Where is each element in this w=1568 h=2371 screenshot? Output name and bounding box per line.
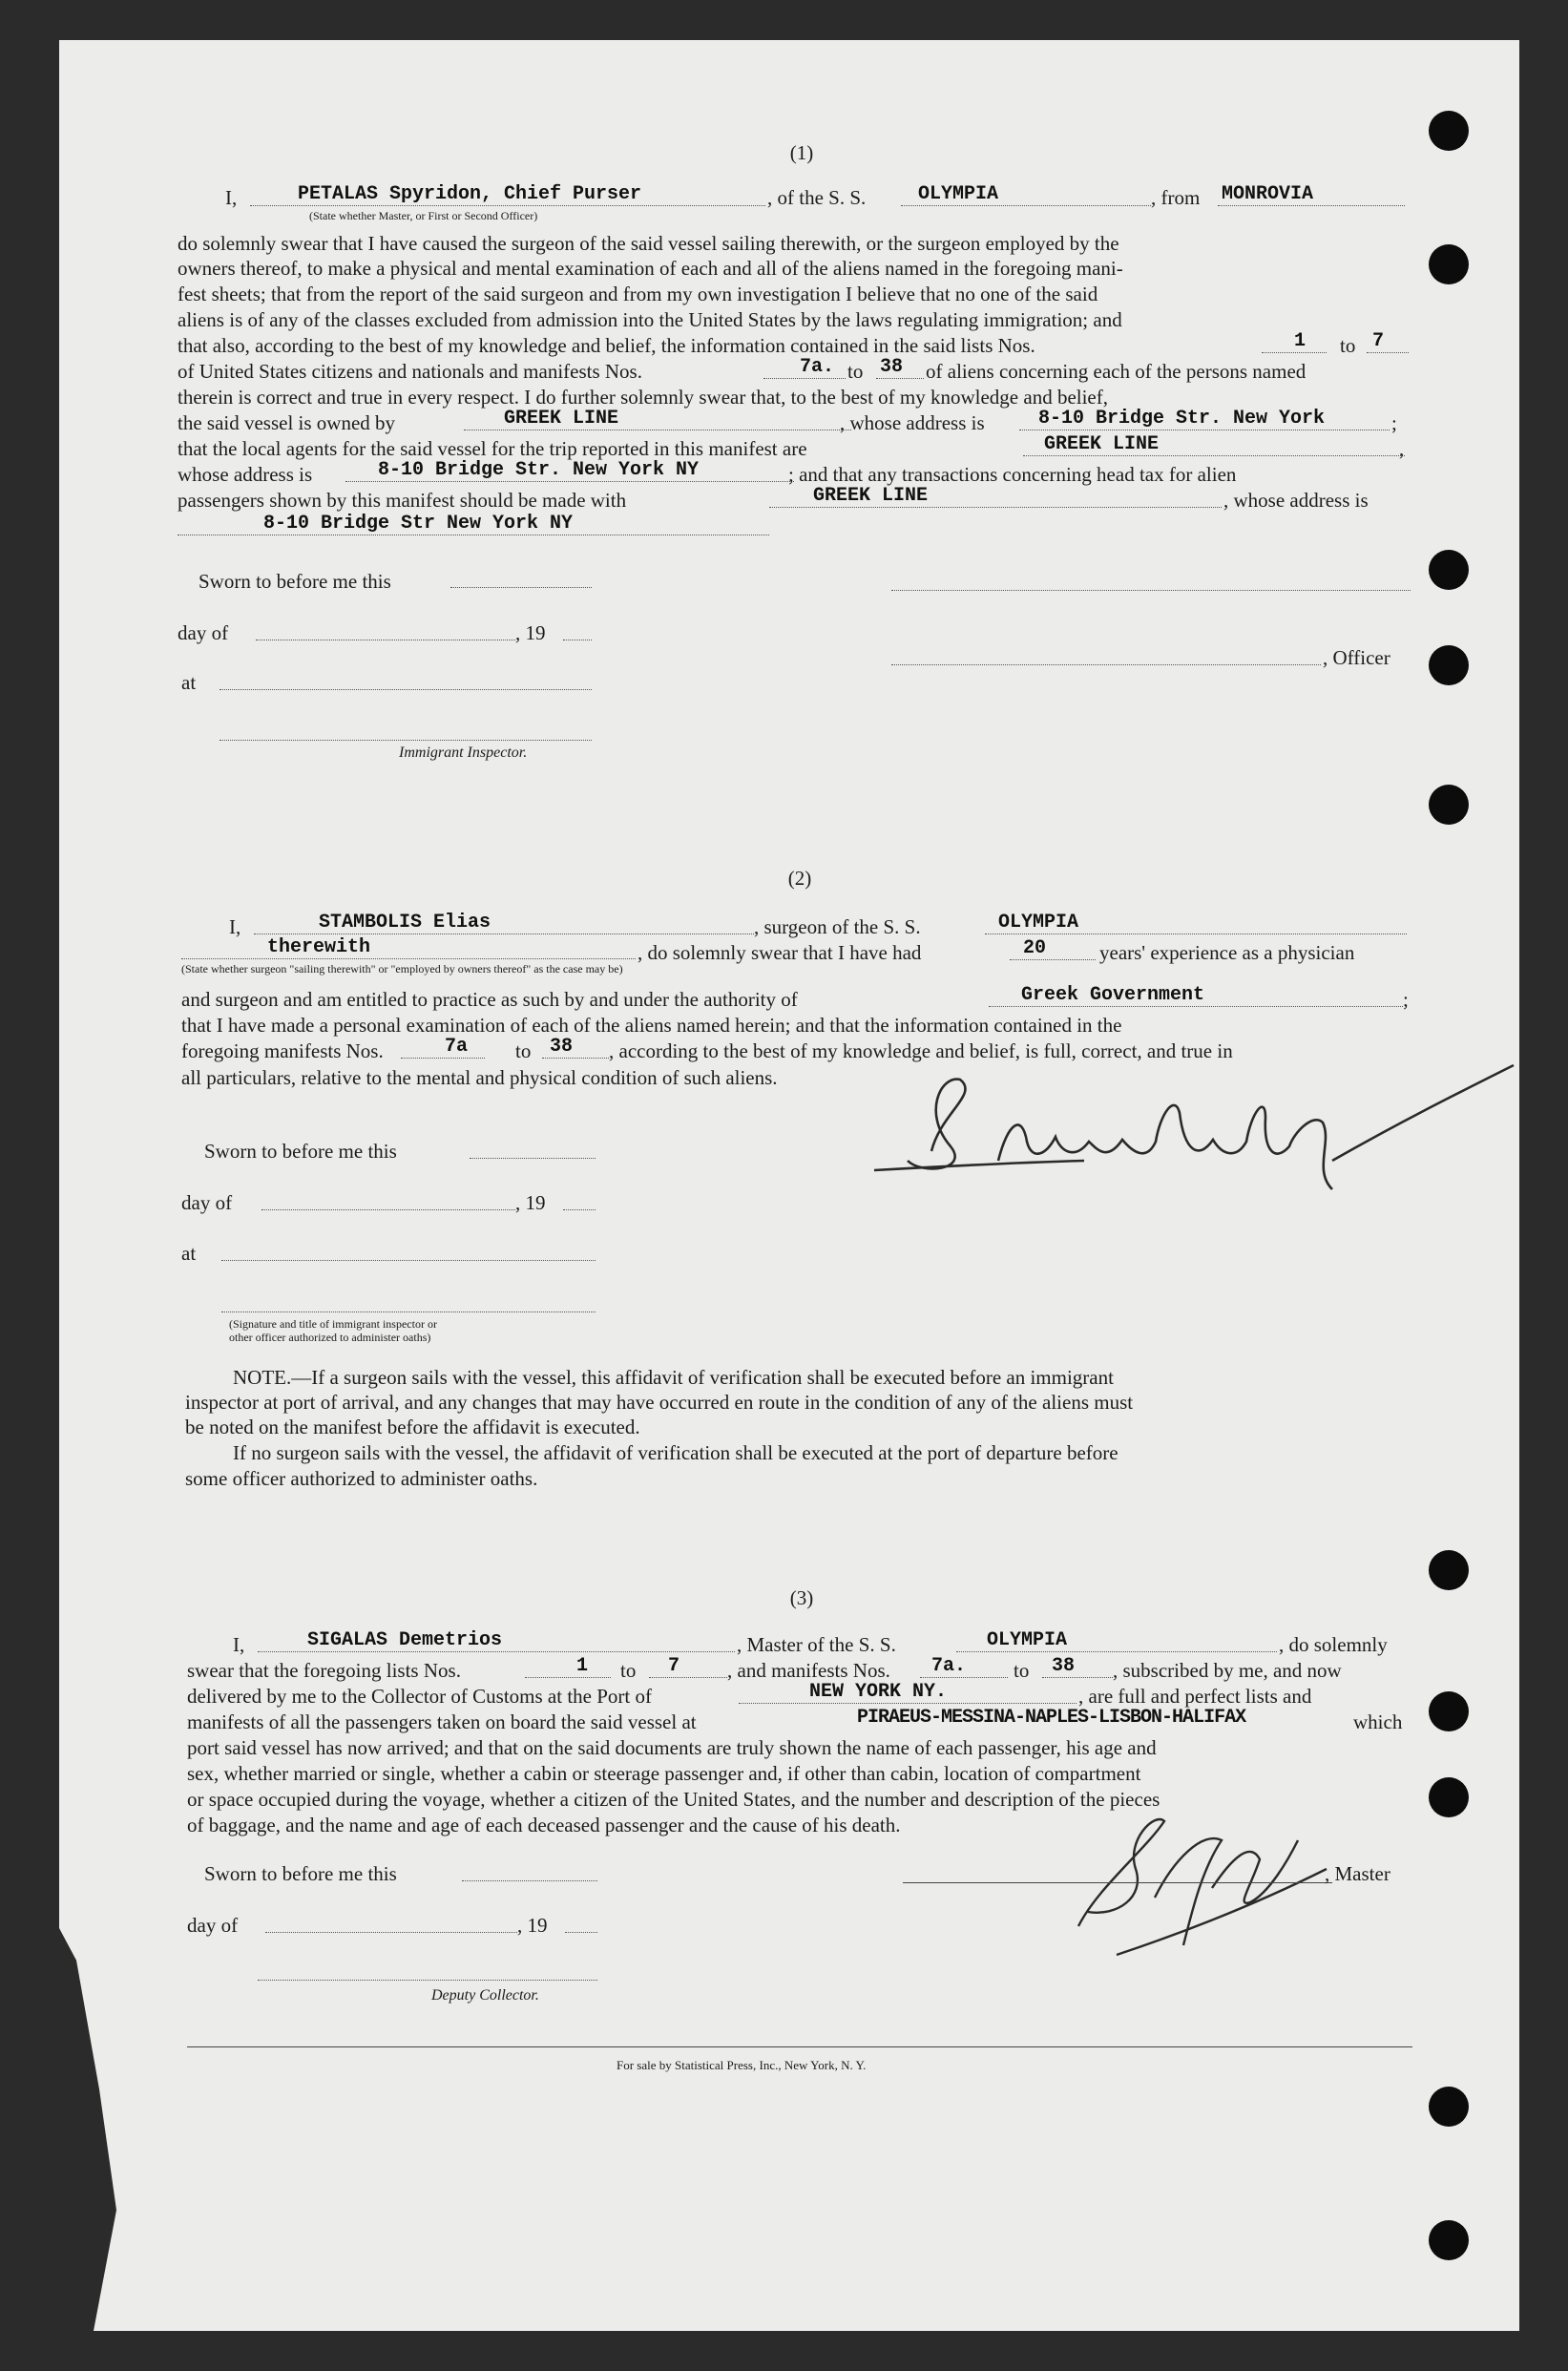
port-line xyxy=(739,1703,1077,1704)
section-3-number: (3) xyxy=(789,1586,814,1609)
head-tax-with-line xyxy=(769,507,1222,508)
from-port: MONROVIA xyxy=(1222,183,1314,205)
master-vessel-line xyxy=(956,1651,1277,1652)
master-signature xyxy=(1059,1802,1346,1964)
from-line xyxy=(1218,205,1405,206)
manifests-to-line xyxy=(876,378,924,379)
punch-hole xyxy=(1429,645,1469,685)
at-1: at xyxy=(181,671,197,694)
body-line-7: therein is correct and true in every respect. I do further solemnly swear that, to the best of my knowledge and belief, xyxy=(178,386,1108,409)
years-line xyxy=(1010,959,1096,960)
s3-line-6: sex, whether married or single, whether a cabin or steerage passenger and, if other than cabin, location of compartment xyxy=(187,1762,1141,1785)
body-line-2: owners thereof, to make a physical and mental examination of each and all of the aliens named in the foregoing mani- xyxy=(178,257,1123,280)
agents-address: 8-10 Bridge Str. New York NY xyxy=(378,459,700,481)
footer-rule xyxy=(187,2046,1412,2047)
punch-hole xyxy=(1429,1691,1469,1731)
owner-address: 8-10 Bridge Str. New York xyxy=(1038,408,1326,430)
s3-line-4b: which xyxy=(1353,1710,1403,1733)
punch-hole xyxy=(1429,1550,1469,1590)
inspector-label: Immigrant Inspector. xyxy=(399,745,528,761)
master-line xyxy=(258,1651,735,1652)
s3-lists-to: 7 xyxy=(668,1655,680,1677)
s2-line-4: that I have made a personal examination of each of the aliens named herein; and that the information contained in the xyxy=(181,1014,1122,1037)
officer-name: PETALAS Spyridon, Chief Purser xyxy=(298,183,642,205)
sailing: therewith xyxy=(267,936,371,958)
body-line-5: that also, according to the best of my knowledge and belief, the information contained in the said lists Nos. xyxy=(178,334,1035,357)
head-tax-text: ; and that any transactions concerning head tax for alien xyxy=(788,463,1237,486)
punch-hole xyxy=(1429,111,1469,151)
whose-address-is: , whose address is xyxy=(840,411,985,434)
s3-line-8: of baggage, and the name and age of each deceased passenger and the cause of his death. xyxy=(187,1814,901,1836)
sailing-line xyxy=(181,958,636,959)
master-of: , Master of the S. S. xyxy=(737,1633,896,1656)
intro: I, xyxy=(225,186,238,209)
do-solemnly: , do solemnly xyxy=(1279,1633,1388,1656)
master-sign-line xyxy=(903,1882,1332,1883)
section-2-number: (2) xyxy=(787,867,812,890)
at-2: at xyxy=(181,1242,197,1265)
agents-address-line xyxy=(345,481,794,482)
sailing-hint: (State whether surgeon "sailing therewith" or "employed by owners thereof" as the case may be) xyxy=(181,962,623,976)
to-label: to xyxy=(847,360,864,383)
authority: Greek Government xyxy=(1021,984,1205,1006)
body-line-10: whose address is xyxy=(178,463,313,486)
day-of-2-line xyxy=(261,1209,515,1210)
authority-line xyxy=(989,1006,1403,1007)
s3-lists-from-line xyxy=(525,1677,611,1678)
s2-to: 38 xyxy=(550,1036,574,1058)
s3-lists-to-line xyxy=(649,1677,727,1678)
s3-manifests-to: 38 xyxy=(1052,1655,1076,1677)
officer-line xyxy=(250,205,765,206)
punch-hole xyxy=(1429,1777,1469,1817)
lists-from: 1 xyxy=(1294,330,1307,352)
body-line-11: passengers shown by this manifest should be made with xyxy=(178,489,627,512)
day-of-1: day of xyxy=(178,621,229,644)
day-of-3: day of xyxy=(187,1914,239,1937)
lists-from-line xyxy=(1262,352,1327,353)
punch-hole xyxy=(1429,550,1469,590)
body-line-6: of United States citizens and nationals and manifests Nos. xyxy=(178,360,642,383)
head-tax-with: GREEK LINE xyxy=(813,485,929,507)
s2-to-line xyxy=(542,1058,609,1059)
body-line-4: aliens is of any of the classes excluded from admission into the United States by the laws regulating immigration; and xyxy=(178,308,1122,331)
s2-line-3: and surgeon and am entitled to practice as such by and under the authority of xyxy=(181,988,798,1011)
head-tax-address-label: , whose address is xyxy=(1223,489,1369,512)
sworn-1-line xyxy=(450,587,592,588)
note-2: inspector at port of arrival, and any changes that may have occurred en route in the condition of any of the aliens must xyxy=(185,1391,1134,1414)
officer-line-2 xyxy=(891,664,1321,665)
inspector-line xyxy=(220,740,592,741)
lists-to: 7 xyxy=(1372,330,1385,352)
to-label: to xyxy=(1340,334,1356,357)
sworn-2: Sworn to before me this xyxy=(204,1140,397,1163)
manifests-to: 38 xyxy=(880,356,904,378)
nineteen-3: , 19 xyxy=(517,1914,548,1937)
s3-line-2a: swear that the foregoing lists Nos. xyxy=(187,1659,461,1682)
punch-hole xyxy=(1429,2220,1469,2260)
lists-to-line xyxy=(1367,352,1409,353)
years-text: years' experience as a physician xyxy=(1099,941,1355,964)
year-3-line xyxy=(565,1932,597,1933)
master-vessel: OLYMPIA xyxy=(987,1629,1068,1651)
s3-line-2b: , and manifests Nos. xyxy=(727,1659,890,1682)
agents: GREEK LINE xyxy=(1044,433,1160,455)
intro-3: I, xyxy=(233,1633,245,1656)
master-name: SIGALAS Demetrios xyxy=(307,1629,503,1651)
officer-sign-line xyxy=(891,590,1411,591)
at-2-line xyxy=(221,1260,596,1261)
body-line-1: do solemnly swear that I have caused the surgeon of the said vessel sailing therewith, or the surgeon employed by the xyxy=(178,232,1119,255)
day-of-3-line xyxy=(265,1932,517,1933)
body-line-9: that the local agents for the said vessel for the trip reported in this manifest are xyxy=(178,437,807,460)
sworn-3-line xyxy=(462,1880,597,1881)
punch-hole xyxy=(1429,244,1469,284)
s2-from: 7a xyxy=(445,1036,469,1058)
s2-line-6: all particulars, relative to the mental and physical condition of such aliens. xyxy=(181,1066,778,1089)
day-of-2: day of xyxy=(181,1191,233,1214)
of-the-ss: , of the S. S. xyxy=(767,186,867,209)
head-tax-address: 8-10 Bridge Str New York NY xyxy=(263,513,574,535)
sig-hint-1: (Signature and title of immigrant inspector or xyxy=(229,1317,437,1331)
year-2-line xyxy=(563,1209,596,1210)
footer: For sale by Statistical Press, Inc., New York, N. Y. xyxy=(617,2058,867,2072)
surgeon-vessel: OLYMPIA xyxy=(998,912,1079,934)
note-4: If no surgeon sails with the vessel, the affidavit of verification shall be executed at the port of departure before xyxy=(233,1441,1119,1464)
sworn-1: Sworn to before me this xyxy=(199,570,391,593)
master-label: , Master xyxy=(1325,1862,1390,1885)
punch-hole xyxy=(1429,785,1469,825)
sig-hint-2: other officer authorized to administer oaths) xyxy=(229,1331,431,1344)
s3-manifests-from: 7a. xyxy=(931,1655,967,1677)
punch-hole xyxy=(1429,2087,1469,2127)
agents-line xyxy=(1023,455,1405,456)
manifests-from-line xyxy=(763,378,846,379)
s3-line-3a: delivered by me to the Collector of Customs at the Port of xyxy=(187,1685,652,1708)
body-line-8: the said vessel is owned by xyxy=(178,411,396,434)
comma: , xyxy=(1399,437,1405,460)
years: 20 xyxy=(1023,937,1047,959)
manifests-from: 7a. xyxy=(800,356,835,378)
s3-line-2c: , subscribed by me, and now xyxy=(1113,1659,1342,1682)
s3-lists-from: 1 xyxy=(576,1655,589,1677)
ports-of-call: PIRAEUS-MESSINA-NAPLES-LISBON-HALIFAX xyxy=(857,1707,1246,1729)
s3-line-3b: , are full and perfect lists and xyxy=(1078,1685,1312,1708)
surgeon-of: , surgeon of the S. S. xyxy=(754,915,921,938)
s3-line-5: port said vessel has now arrived; and that on the said documents are truly shown the name of each passenger, his age and xyxy=(187,1736,1157,1759)
surgeon-name: STAMBOLIS Elias xyxy=(319,912,491,934)
officer-hint: (State whether Master, or First or Second Officer) xyxy=(309,209,538,222)
intro-2: I, xyxy=(229,915,241,938)
s3-manifests-to-line xyxy=(1042,1677,1113,1678)
from-label: , from xyxy=(1151,186,1201,209)
officer-label: , Officer xyxy=(1323,646,1390,669)
s3-line-7: or space occupied during the voyage, whether a citizen of the United States, and the number and description of the pieces xyxy=(187,1788,1160,1811)
at-1-line xyxy=(220,689,592,690)
sworn-3: Sworn to before me this xyxy=(204,1862,397,1885)
s3-line-4a: manifests of all the passengers taken on board the said vessel at xyxy=(187,1710,697,1733)
nineteen-1: , 19 xyxy=(515,621,546,644)
section-1-number: (1) xyxy=(789,141,814,164)
inspector-2-line xyxy=(221,1311,596,1312)
deputy-label: Deputy Collector. xyxy=(431,1987,539,2004)
to-label: to xyxy=(515,1039,532,1062)
nineteen-2: , 19 xyxy=(515,1191,546,1214)
of-aliens: of aliens concerning each of the persons named xyxy=(926,360,1307,383)
note-1: NOTE.—If a surgeon sails with the vessel, this affidavit of verification shall be executed before an immigrant xyxy=(233,1366,1114,1389)
port: NEW YORK NY. xyxy=(809,1681,948,1703)
swear-had: , do solemnly swear that I have had xyxy=(638,941,922,964)
surgeon-signature xyxy=(865,1056,1523,1199)
note-3: be noted on the manifest before the affidavit is executed. xyxy=(185,1416,640,1438)
semicolon: ; xyxy=(1391,411,1397,434)
deputy-line xyxy=(258,1980,597,1981)
owner: GREEK LINE xyxy=(504,408,619,430)
s3-manifests-from-line xyxy=(920,1677,1008,1678)
s2-line-5b: , according to the best of my knowledge and belief, is full, correct, and true in xyxy=(609,1039,1233,1062)
vessel-line xyxy=(901,205,1151,206)
to-label: to xyxy=(1014,1659,1030,1682)
s2-line-5a: foregoing manifests Nos. xyxy=(181,1039,384,1062)
note-5: some officer authorized to administer oaths. xyxy=(185,1467,538,1490)
vessel-name: OLYMPIA xyxy=(918,183,999,205)
semicolon: ; xyxy=(1403,988,1409,1011)
sworn-2-line xyxy=(470,1158,596,1159)
s2-from-line xyxy=(401,1058,485,1059)
body-line-3: fest sheets; that from the report of the said surgeon and from my own investigation I believe that no one of the said xyxy=(178,283,1098,305)
to-label: to xyxy=(620,1659,637,1682)
